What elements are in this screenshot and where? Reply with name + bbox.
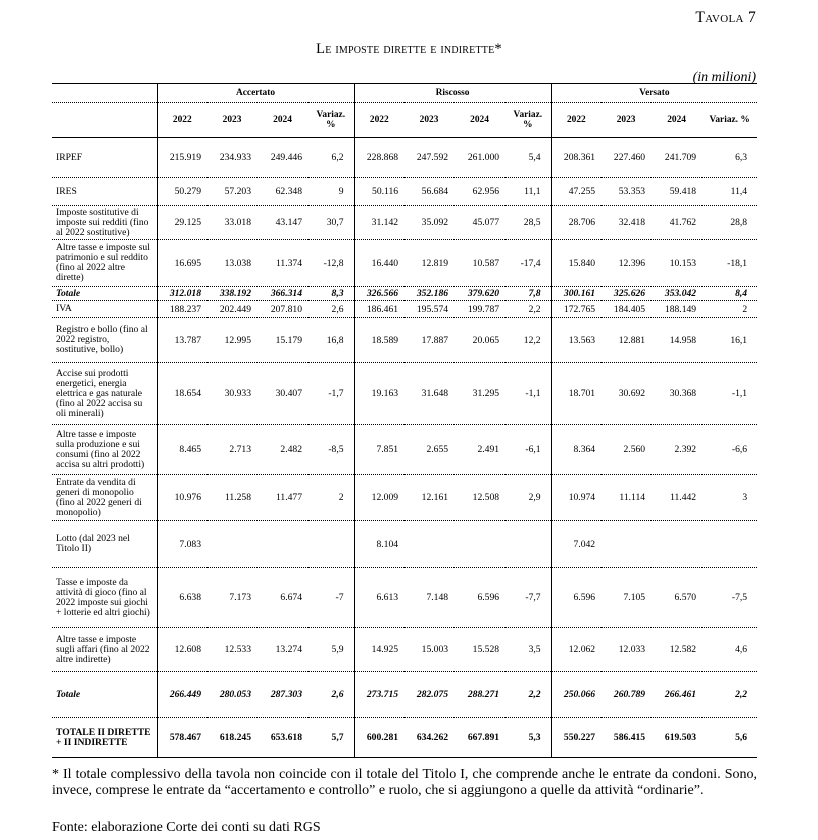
value-cell: 227.460 [613, 152, 646, 163]
row-label: Totale [52, 287, 157, 301]
value-cell: 7.042 [551, 521, 601, 568]
value-cell: 8.104 [354, 521, 404, 568]
table-row-sostitutive [52, 206, 757, 240]
value-cell: 59.418 [651, 178, 702, 206]
units-label: (in milioni) [692, 70, 756, 85]
value-cell: 6.596 [454, 568, 505, 628]
value-cell: 186.461 [354, 301, 404, 318]
variation-cell: 7,8 [505, 287, 551, 301]
variation-cell: -7,7 [505, 568, 551, 628]
value-cell: 12.582 [651, 628, 702, 672]
value-cell: 13.563 [551, 318, 601, 363]
value-cell: 6.570 [651, 568, 702, 628]
table-row-accise [52, 363, 757, 425]
value-cell: 280.053 [207, 672, 257, 718]
variation-cell: 2,6 [308, 301, 354, 318]
variation-cell: 5,9 [308, 628, 354, 672]
value-cell [207, 521, 257, 568]
variation-cell: 11,1 [505, 178, 551, 206]
year-header: 2022 [354, 103, 404, 138]
value-cell: 10.587 [454, 240, 505, 287]
value-cell: 7.105 [601, 568, 651, 628]
table-row-totale-indirette [52, 672, 757, 718]
variation-cell: -1,1 [702, 363, 757, 425]
value-cell: 33.018 [207, 206, 257, 240]
value-cell: 261.000 [467, 152, 500, 163]
value-cell: 300.161 [551, 287, 601, 301]
value-cell: 11.374 [257, 240, 308, 287]
variation-cell: 16,1 [702, 318, 757, 363]
variation-cell: 2,9 [505, 475, 551, 521]
value-cell: 8.465 [157, 425, 207, 475]
value-cell: 7.173 [207, 568, 257, 628]
value-cell: 282.075 [404, 672, 454, 718]
value-cell: 10.974 [551, 475, 601, 521]
value-cell: 7.083 [157, 521, 207, 568]
variation-cell: 6,3 [735, 152, 748, 163]
value-cell: 12.508 [454, 475, 505, 521]
table-row-monopolio [52, 475, 757, 521]
year-header: 2023 [601, 103, 651, 138]
value-cell: 18.654 [157, 363, 207, 425]
table-row-irpef [52, 138, 757, 178]
table-row-giochi [52, 568, 757, 628]
row-label: Totale [52, 672, 157, 718]
variation-cell: 12,2 [505, 318, 551, 363]
table-row-registro-bollo [52, 318, 757, 363]
variation-cell: 5,3 [505, 718, 551, 758]
footnote: * Il totale complessivo della tavola non coincide con il totale del Titolo I, che comprende anche le entrate da condoni. Sono, invece, comprese le entrate da “accertamento e controllo” e ruolo, che si aggiungono a quelle da attività “ordinarie”. [52, 767, 757, 798]
year-header: 2022 [157, 103, 207, 138]
variation-cell: -7,5 [702, 568, 757, 628]
row-label: Lotto (dal 2023 nel Titolo II) [52, 521, 157, 568]
value-cell: 188.237 [157, 301, 207, 318]
variation-header: Variaz. % [308, 103, 354, 138]
row-label: IVA [52, 301, 157, 318]
table-row-totale-generale [52, 718, 757, 758]
value-cell: 31.142 [354, 206, 404, 240]
value-cell: 18.589 [354, 318, 404, 363]
value-cell: 12.608 [157, 628, 207, 672]
table-row-iva [52, 301, 757, 318]
value-cell: 249.446 [270, 152, 302, 163]
value-cell: 326.566 [354, 287, 404, 301]
value-cell: 2.482 [257, 425, 308, 475]
value-cell: 618.245 [207, 718, 257, 758]
variation-cell: 11,4 [702, 178, 757, 206]
value-cell: 8.364 [551, 425, 601, 475]
table-row-altre-affari [52, 628, 757, 672]
variation-cell: 2,2 [505, 672, 551, 718]
value-cell: 20.065 [454, 318, 505, 363]
year-header: 2023 [404, 103, 454, 138]
value-cell [257, 521, 308, 568]
value-cell: 2.491 [454, 425, 505, 475]
value-cell: 202.449 [207, 301, 257, 318]
variation-cell: 3,5 [505, 628, 551, 672]
value-cell: 62.956 [454, 178, 505, 206]
value-cell: 6.596 [551, 568, 601, 628]
value-cell: 667.891 [454, 718, 505, 758]
variation-cell: 2,2 [505, 301, 551, 318]
value-cell: 30.368 [651, 363, 702, 425]
value-cell: 14.958 [651, 318, 702, 363]
value-cell: 13.274 [257, 628, 308, 672]
value-cell: 11.114 [601, 475, 651, 521]
variation-cell: 5,7 [308, 718, 354, 758]
value-cell: 30.407 [257, 363, 308, 425]
table-row-altre-dirette [52, 240, 757, 287]
variation-cell: 16,8 [308, 318, 354, 363]
value-cell: 7.851 [354, 425, 404, 475]
value-cell: 12.161 [404, 475, 454, 521]
row-label: Tasse e imposte da attività di gioco (fino al 2022 imposte sui giochi + lotterie ed altri giochi) [52, 568, 157, 628]
row-label: Accise sui prodotti energetici, energia elettrica e gas naturale (fino al 2022 accisa su oli minerali) [52, 363, 157, 425]
value-cell: 32.418 [601, 206, 651, 240]
variation-cell: -6,6 [702, 425, 757, 475]
value-cell: 7.148 [404, 568, 454, 628]
value-cell: 2.655 [404, 425, 454, 475]
variation-cell: -17,4 [505, 240, 551, 287]
value-cell: 12.533 [207, 628, 257, 672]
value-cell: 6.638 [157, 568, 207, 628]
variation-cell: 2,6 [308, 672, 354, 718]
row-label: TOTALE II DIRETTE + II INDIRETTE [52, 718, 157, 758]
variation-cell: 2 [702, 301, 757, 318]
source-note: Fonte: elaborazione Corte dei conti su dati RGS [52, 820, 321, 835]
value-cell: 199.787 [454, 301, 505, 318]
value-cell: 207.810 [257, 301, 308, 318]
value-cell: 2.392 [651, 425, 702, 475]
value-cell: 15.179 [257, 318, 308, 363]
value-cell [601, 521, 651, 568]
variation-cell: 2 [308, 475, 354, 521]
row-label: Altre tasse e imposte sulla produzione e sui consumi (fino al 2022 accisa su altri prodotti) [52, 425, 157, 475]
variation-cell [505, 521, 551, 568]
value-cell: 578.467 [157, 718, 207, 758]
variation-cell [702, 521, 757, 568]
group-header: Accertato [157, 84, 354, 103]
value-cell: 12.995 [207, 318, 257, 363]
value-cell: 550.227 [551, 718, 601, 758]
page-title: Le imposte dirette e indirette* [316, 41, 502, 57]
value-cell: 12.396 [601, 240, 651, 287]
value-cell: 43.147 [257, 206, 308, 240]
value-cell: 45.077 [454, 206, 505, 240]
variation-cell: 6,2 [331, 152, 344, 163]
row-label: Registro e bollo (fino al 2022 registro, sostitutive, bollo) [52, 318, 157, 363]
value-cell: 13.787 [157, 318, 207, 363]
table-row-ires [52, 178, 757, 206]
group-header-row [52, 84, 757, 103]
value-cell: 228.868 [354, 138, 404, 178]
value-cell: 184.405 [601, 301, 651, 318]
value-cell: 634.262 [404, 718, 454, 758]
tax-table [52, 83, 757, 758]
value-cell: 47.255 [551, 178, 601, 206]
variation-cell: 5,4 [528, 152, 541, 163]
value-cell: 600.281 [354, 718, 404, 758]
variation-cell: 5,6 [702, 718, 757, 758]
value-cell: 288.271 [454, 672, 505, 718]
variation-cell: -1,1 [505, 363, 551, 425]
row-label: Altre tasse e imposte sugli affari (fino al 2022 altre indirette) [52, 628, 157, 672]
table-row-altre-produzione [52, 425, 757, 475]
variation-cell: 28,5 [505, 206, 551, 240]
value-cell: 31.648 [404, 363, 454, 425]
year-header-row [52, 103, 757, 138]
value-cell: 12.062 [551, 628, 601, 672]
variation-header: Variaz. % [505, 103, 551, 138]
year-header: 2024 [454, 103, 505, 138]
value-cell: 241.709 [664, 152, 697, 163]
variation-cell: 3 [702, 475, 757, 521]
value-cell: 13.038 [207, 240, 257, 287]
variation-cell: -6,1 [505, 425, 551, 475]
value-cell: 2.560 [601, 425, 651, 475]
value-cell: 12.819 [404, 240, 454, 287]
variation-header: Variaz. % [702, 103, 757, 138]
value-cell: 62.348 [257, 178, 308, 206]
value-cell: 379.620 [454, 287, 505, 301]
value-cell: 6.613 [354, 568, 404, 628]
variation-cell: 30,7 [308, 206, 354, 240]
variation-cell: -1,7 [308, 363, 354, 425]
value-cell: 11.442 [651, 475, 702, 521]
value-cell: 338.192 [207, 287, 257, 301]
value-cell: 29.125 [157, 206, 207, 240]
group-header: Riscosso [354, 84, 551, 103]
value-cell: 247.592 [416, 152, 449, 163]
value-cell: 15.528 [454, 628, 505, 672]
value-cell [404, 521, 454, 568]
value-cell: 12.881 [601, 318, 651, 363]
variation-cell: -18,1 [702, 240, 757, 287]
value-cell: 31.295 [454, 363, 505, 425]
group-header: Versato [551, 84, 757, 103]
variation-cell: 8,3 [308, 287, 354, 301]
value-cell: 11.477 [257, 475, 308, 521]
value-cell: 6.674 [257, 568, 308, 628]
value-cell: 12.033 [601, 628, 651, 672]
variation-cell: 8,4 [702, 287, 757, 301]
value-cell: 14.925 [354, 628, 404, 672]
value-cell: 250.066 [551, 672, 601, 718]
variation-cell: 2,2 [702, 672, 757, 718]
value-cell: 195.574 [404, 301, 454, 318]
row-label: IRES [52, 178, 157, 206]
value-cell: 17.887 [404, 318, 454, 363]
value-cell: 2.713 [207, 425, 257, 475]
year-header: 2023 [207, 103, 257, 138]
value-cell: 188.149 [651, 301, 702, 318]
value-cell: 12.009 [354, 475, 404, 521]
value-cell: 10.153 [651, 240, 702, 287]
value-cell: 53.353 [601, 178, 651, 206]
value-cell: 15.003 [404, 628, 454, 672]
value-cell: 30.933 [207, 363, 257, 425]
variation-cell: 28,8 [702, 206, 757, 240]
value-cell: 50.116 [354, 178, 404, 206]
value-cell: 586.415 [601, 718, 651, 758]
row-label: Entrate da vendita di generi di monopolio (fino al 2022 generi di monopolio) [52, 475, 157, 521]
variation-cell [308, 521, 354, 568]
value-cell: 19.163 [354, 363, 404, 425]
value-cell: 312.018 [157, 287, 207, 301]
variation-cell: -7 [308, 568, 354, 628]
variation-cell: -12,8 [308, 240, 354, 287]
value-cell: 30.692 [601, 363, 651, 425]
value-cell: 16.440 [354, 240, 404, 287]
table-row-lotto [52, 521, 757, 568]
value-cell: 266.461 [651, 672, 702, 718]
value-cell: 366.314 [257, 287, 308, 301]
value-cell: 10.976 [157, 475, 207, 521]
value-cell: 41.762 [651, 206, 702, 240]
value-cell: 16.695 [157, 240, 207, 287]
value-cell: 653.618 [257, 718, 308, 758]
row-label: Imposte sostitutive di imposte sui redditi (fino al 2022 sostitutive) [52, 206, 157, 240]
value-cell: 18.701 [551, 363, 601, 425]
table-row-totale-dirette [52, 287, 757, 301]
variation-cell: -8,5 [308, 425, 354, 475]
value-cell: 56.684 [404, 178, 454, 206]
value-cell: 172.765 [551, 301, 601, 318]
year-header: 2024 [257, 103, 308, 138]
variation-cell: 4,6 [702, 628, 757, 672]
row-label: Altre tasse e imposte sul patrimonio e sul reddito (fino al 2022 altre dirette) [52, 240, 157, 287]
value-cell [454, 521, 505, 568]
value-cell: 50.279 [157, 178, 207, 206]
value-cell: 57.203 [207, 178, 257, 206]
row-label: IRPEF [56, 151, 83, 163]
value-cell: 35.092 [404, 206, 454, 240]
year-header: 2022 [551, 103, 601, 138]
value-cell: 11.258 [207, 475, 257, 521]
value-cell: 28.706 [551, 206, 601, 240]
variation-cell: 9 [308, 178, 354, 206]
table-number: Tavola 7 [695, 9, 756, 26]
value-cell: 266.449 [157, 672, 207, 718]
value-cell: 215.919 [157, 138, 207, 178]
value-cell: 619.503 [651, 718, 702, 758]
value-cell: 353.042 [651, 287, 702, 301]
value-cell [651, 521, 702, 568]
value-cell: 352.186 [404, 287, 454, 301]
value-cell: 260.789 [601, 672, 651, 718]
value-cell: 234.933 [219, 152, 251, 163]
value-cell: 15.840 [551, 240, 601, 287]
value-cell: 325.626 [601, 287, 651, 301]
value-cell: 287.303 [257, 672, 308, 718]
year-header: 2024 [651, 103, 702, 138]
value-cell: 273.715 [354, 672, 404, 718]
value-cell: 208.361 [551, 138, 601, 178]
